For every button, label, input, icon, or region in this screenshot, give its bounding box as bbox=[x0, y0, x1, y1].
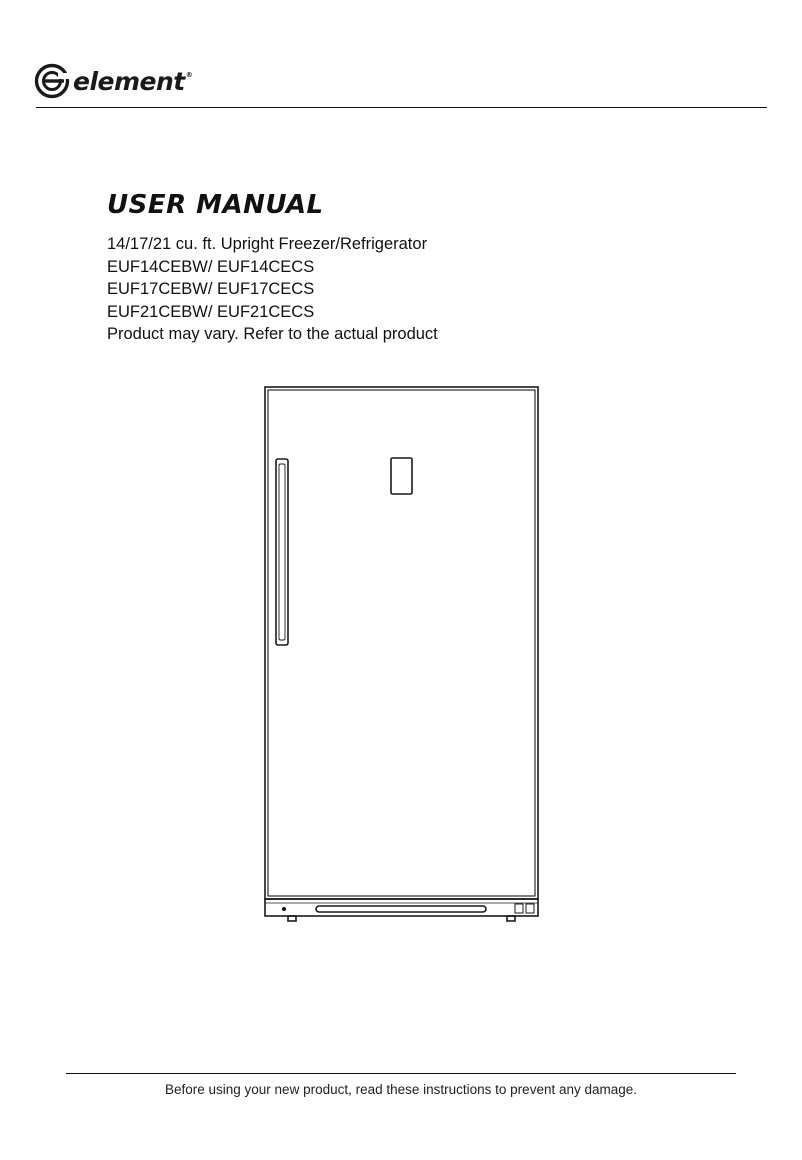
registered-mark: ® bbox=[185, 70, 193, 79]
freezer-door bbox=[268, 390, 535, 896]
base-vent bbox=[316, 906, 486, 912]
product-description: 14/17/21 cu. ft. Upright Freezer/Refrigerator bbox=[107, 235, 428, 253]
freezer-base bbox=[265, 899, 538, 916]
model-line-21: EUF21CEBW/ EUF21CECS bbox=[107, 302, 315, 321]
footer-warning: Before using your new product, read these instructions to prevent any damage. bbox=[164, 1082, 638, 1097]
foot-right bbox=[507, 916, 515, 921]
freezer-cabinet bbox=[265, 387, 538, 899]
foot-left bbox=[288, 916, 296, 921]
brand-logo bbox=[34, 62, 192, 100]
freezer-illustration bbox=[258, 382, 548, 927]
control-panel bbox=[391, 458, 412, 494]
product-info bbox=[107, 233, 438, 346]
product-disclaimer: Product may vary. Refer to the actual product bbox=[107, 325, 438, 343]
door-handle bbox=[276, 459, 288, 645]
model-line-17: EUF17CEBW/ EUF17CECS bbox=[107, 280, 315, 298]
element-logo-icon bbox=[34, 63, 70, 99]
footer-divider bbox=[66, 1073, 736, 1074]
brand-name: element® bbox=[73, 66, 193, 96]
header-divider bbox=[36, 107, 767, 108]
page-title: USER MANUAL bbox=[107, 190, 324, 220]
model-line-14: EUF14CEBW/ EUF14CECS bbox=[107, 257, 315, 276]
